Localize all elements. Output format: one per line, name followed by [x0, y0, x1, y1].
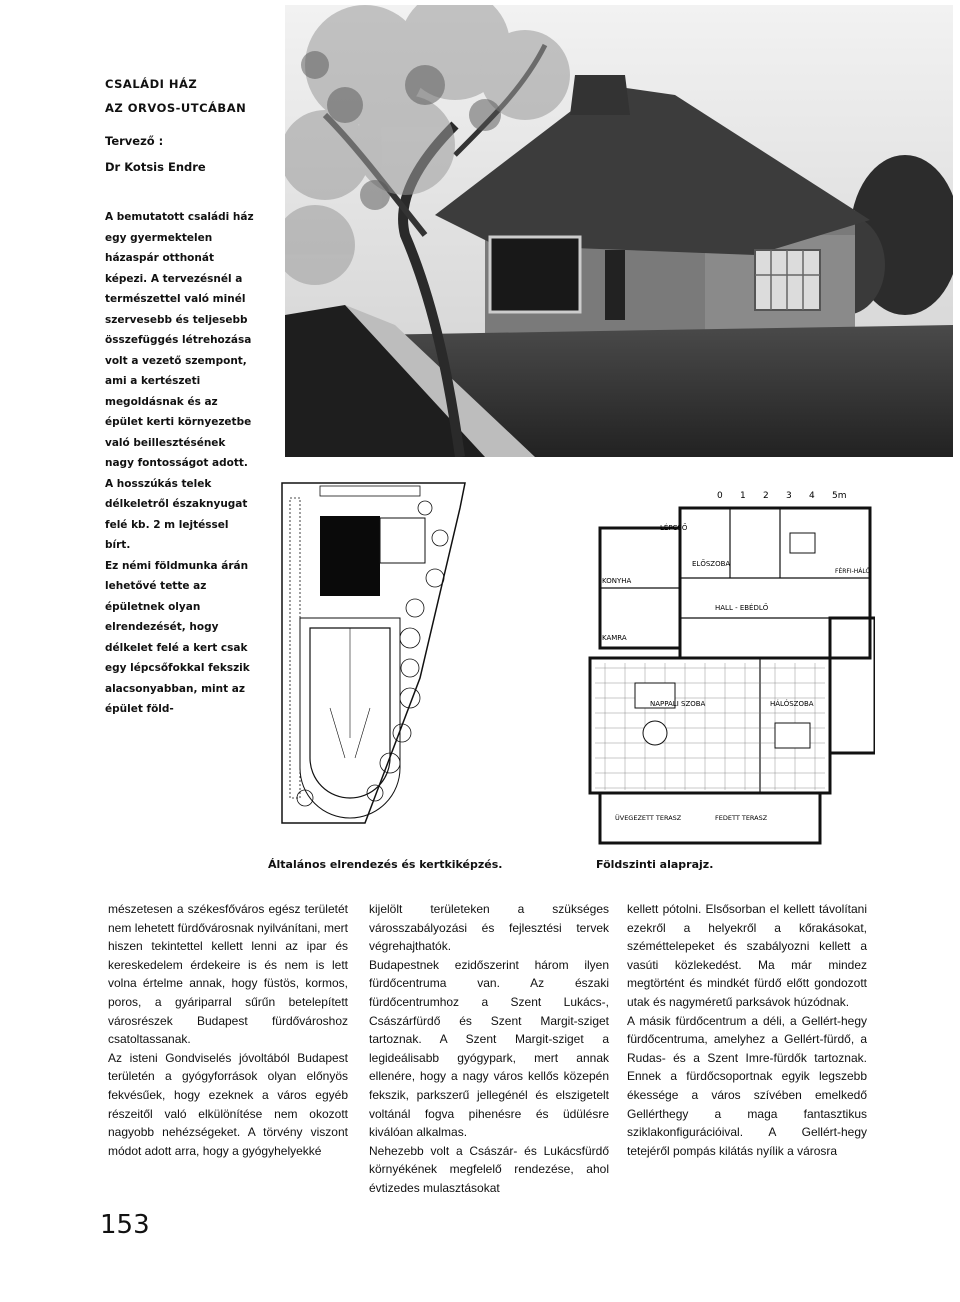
floor-plan	[580, 478, 875, 853]
body-paragraph: A másik fürdőcentrum a déli, a Gellért-hegy fürdőcentruma, amelyhez a Gellért-fürdő, a Rudas- és a Szent Imre-fürdők tartoznak. Ennek a fürdőcsoportnak egyik legszebb ékessége a város szívében emelkedő Gellérthegy a maga fantasztikus sziklakonfigurációival. A Gellért-hegy tetejéről pompás kilátás nyílik a városra	[627, 1013, 867, 1158]
intro-paragraph: Ez némi földmunka árán lehetővé tette az épületnek olyan elrendezését, hogy délkelet felé a kert csak egy lépcsőfokkal fekszik alacsonyabban, mint az épület föld-	[105, 559, 250, 715]
floor-plan-caption: Földszinti alaprajz.	[596, 858, 714, 871]
article-title	[105, 72, 246, 120]
site-plan	[270, 478, 470, 838]
room-label: HÁLÓSZOBA	[770, 700, 814, 708]
room-label: FEDETT TERASZ	[715, 814, 768, 822]
designer-name: Dr Kotsis Endre	[105, 160, 206, 174]
scale-label: 0	[717, 491, 723, 501]
room-label: KAMRA	[602, 634, 627, 642]
body-paragraph: mészetesen a székesfőváros egész területét nem lehetett fürdővárosnak nyilvánítani, mert hiszen tekintettel kellett lenni az ipar és kereskedelem érdekeire is és nem is lett volna értelme annak, hogy füstös, kormos, poros, a gyáriparral sűrűn betelepített városrészek Budapest fürdővároshoz csatoltassanak.	[108, 902, 348, 1047]
body-paragraph: kijelölt területeken a szükséges városszabályozási és fejlesztési tervek végrehajthatók.	[369, 902, 609, 954]
scale-label: 1	[740, 491, 746, 501]
intro-paragraph: A hosszúkás telek délkeletről északnyugat felé kb. 2 m lejtéssel bírt.	[105, 477, 248, 551]
scale-label: 5m	[832, 491, 847, 501]
body-column-2	[369, 900, 609, 1198]
title-line-2: AZ ORVOS-UTCÁBAN	[105, 101, 247, 115]
site-plan-caption: Általános elrendezés és kertkiképzés.	[268, 858, 503, 871]
scale-bar	[717, 491, 847, 501]
house-photo	[285, 5, 953, 457]
page-number: 153	[100, 1210, 150, 1240]
scale-label: 4	[809, 491, 815, 501]
scale-label: 3	[786, 491, 792, 501]
body-paragraph: Nehezebb volt a Császár- és Lukácsfürdő környékének megfelelő rendezése, ahol évtizedes mulasztásokat	[369, 1143, 609, 1195]
room-label: FÉRFI-HÁLÓ	[835, 568, 871, 575]
room-label: HALL - EBÉDLŐ	[715, 604, 769, 612]
body-column-3	[627, 900, 867, 1160]
designer-credit	[105, 128, 206, 180]
body-paragraph: Az isteni Gondviselés jóvoltából Budapest területén a gyógyforrások olyan előnyös fekvésűek, hogy ezeknek a város egyéb részeitől való elkülönítése nem okozott nagyobb nehézségeket. A törvény viszont módot adott arra, hogy a gyógyhelyekké	[108, 1050, 348, 1158]
room-label: ÜVEGEZETT TERASZ	[615, 814, 682, 822]
designer-label: Tervező :	[105, 134, 164, 148]
intro-paragraph: A bemutatott családi ház egy gyermektelen házaspár otthonát képezi. A tervezésnél a természettel való minél szervesebb és teljesebb összefüggés létrehozása volt a vezető szempont, ami a kertészeti megoldásnak és az épület kerti környezetbe való beillesztésének nagy fontosságot adott.	[105, 211, 254, 469]
room-label: ELŐSZOBA	[692, 560, 731, 568]
room-label: NAPPALI SZOBA	[650, 700, 706, 708]
body-paragraph: Budapestnek ezidőszerint három ilyen fürdőcentruma van. Az északi fürdőcentrumhoz a Szent Lukács-, Császárfürdő és Szent Margit-sziget tartoznak. A Szent Margit-sziget a legideálisabb gyógypark, mert annak ellenére, hogy a nagy város kellős közepén fekszik, parkszerű jellegénél és elszigetelt voltánál fogva pihenésre és üdülésre kiválóan alkalmas.	[369, 957, 609, 1140]
room-label: KONYHA	[602, 577, 632, 585]
scale-label: 2	[763, 491, 769, 501]
intro-text	[105, 207, 255, 720]
room-label: LÉPCSŐ	[660, 524, 688, 532]
body-paragraph: kellett pótolni. Elsősorban el kellett távolítani ezekről a helyekről a kőrakásokat, széméttelepeket és szabályozni kellett a vasúti közlekedést. Ma már mindez megtörtént és mindkét fürdő előtt gondozott utak és nagyméretű parksávok húzódnak.	[627, 902, 867, 1009]
title-line-1: CSALÁDI HÁZ	[105, 77, 198, 91]
body-column-1	[108, 900, 348, 1160]
